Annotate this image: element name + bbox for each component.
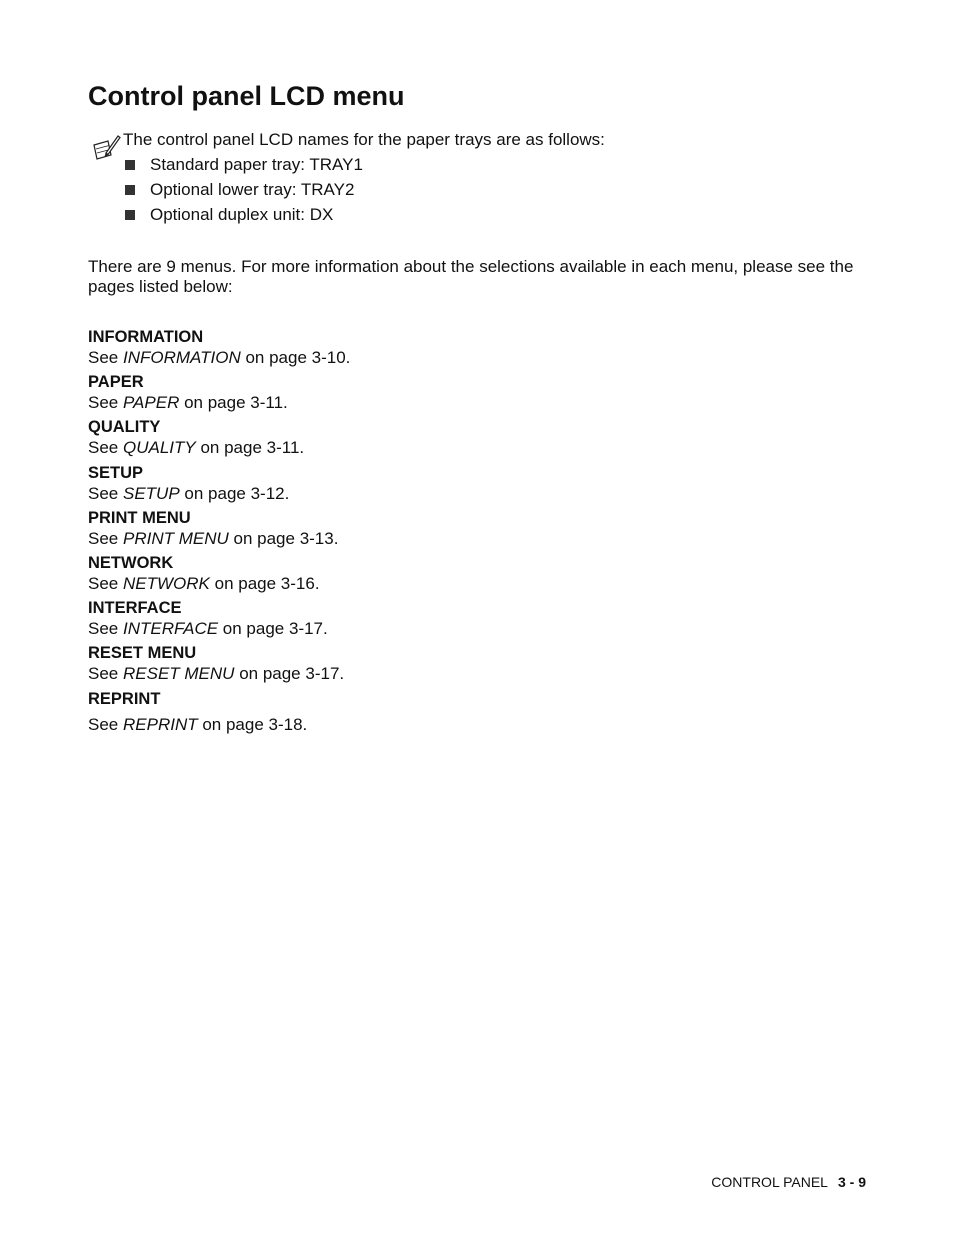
menu-heading: PRINT MENU	[88, 508, 191, 527]
menu-page-reference	[88, 714, 307, 735]
menu-list	[88, 327, 868, 734]
menu-entry-network	[88, 553, 868, 598]
menu-page-reference	[88, 663, 344, 684]
menu-heading: INTERFACE	[88, 599, 182, 618]
page-number: 3-12.	[250, 483, 290, 503]
menu-entry-reset-menu	[88, 643, 868, 688]
menu-entry-paper	[88, 372, 868, 417]
on-page-word: on page	[222, 619, 285, 639]
page-number: 3-16.	[280, 573, 320, 593]
menu-heading: RESET MENU	[88, 644, 197, 663]
page-title: Control panel LCD menu	[88, 81, 405, 111]
footer-page-number: 3 - 9	[837, 1174, 866, 1190]
menu-heading: QUALITY	[88, 418, 161, 437]
on-page-word: on page	[184, 393, 246, 413]
page-number: 3-11.	[250, 393, 288, 413]
paper-tray-list	[125, 154, 363, 229]
see-word: See	[88, 664, 119, 684]
list-item-text: Optional duplex unit: DX	[150, 205, 334, 224]
see-word: See	[88, 619, 119, 639]
see-word: See	[88, 438, 119, 458]
list-item	[125, 154, 363, 179]
menu-link[interactable]: REPRINT	[122, 714, 198, 734]
menu-page-reference	[88, 483, 289, 504]
see-word: See	[88, 483, 119, 503]
menu-page-reference	[88, 392, 288, 413]
menu-link[interactable]: SETUP	[122, 483, 180, 503]
menu-page-reference	[88, 347, 350, 368]
menu-link[interactable]: PRINT MENU	[122, 528, 229, 548]
see-word: See	[88, 393, 119, 413]
see-word: See	[88, 714, 119, 734]
menu-heading: INFORMATION	[88, 328, 204, 346]
list-item	[125, 204, 363, 229]
menu-heading: PAPER	[88, 373, 144, 392]
menu-page-reference	[88, 437, 304, 458]
page-number: 3-18.	[268, 714, 308, 734]
menu-link[interactable]: INFORMATION	[122, 348, 241, 367]
menu-link[interactable]: QUALITY	[122, 438, 196, 458]
see-word: See	[88, 573, 119, 593]
on-page-word: on page	[200, 438, 262, 458]
menu-entry-setup	[88, 463, 868, 508]
page-number: 3-10.	[311, 348, 351, 367]
menu-entry-print-menu	[88, 508, 868, 553]
on-page-word: on page	[202, 714, 264, 734]
square-bullet-icon	[125, 210, 135, 220]
on-page-word: on page	[233, 528, 295, 548]
menu-link[interactable]: INTERFACE	[122, 619, 219, 639]
menu-entry-reprint	[88, 689, 868, 734]
list-item	[125, 179, 363, 204]
menu-page-reference	[88, 528, 338, 549]
list-item-text: Optional lower tray: TRAY2	[150, 180, 355, 199]
note-intro-text: The control panel LCD names for the paper trays are as follows:	[123, 130, 605, 149]
page-number: 3-17.	[288, 619, 328, 639]
footer-section: CONTROL PANEL	[711, 1174, 828, 1190]
page-number: 3-13.	[299, 528, 339, 548]
page-number: 3-17.	[305, 664, 345, 684]
square-bullet-icon	[125, 160, 135, 170]
on-page-word: on page	[239, 664, 301, 684]
menu-heading: REPRINT	[88, 689, 161, 708]
page-footer	[711, 1173, 866, 1191]
menu-heading: NETWORK	[88, 553, 174, 572]
page-number: 3-11.	[266, 438, 305, 458]
intro-paragraph: There are 9 menus. For more information about the selections available in each menu, please see the pages listed below:	[88, 257, 854, 296]
menu-entry-information	[88, 327, 868, 372]
menu-link[interactable]: NETWORK	[122, 573, 210, 593]
menu-link[interactable]: PAPER	[122, 393, 180, 413]
menu-page-reference	[88, 573, 320, 594]
square-bullet-icon	[125, 185, 135, 195]
on-page-word: on page	[184, 483, 246, 503]
menu-link[interactable]: RESET MENU	[122, 664, 235, 684]
on-page-word: on page	[214, 573, 277, 593]
note-pencil-icon	[90, 133, 122, 165]
menu-entry-interface	[88, 598, 868, 643]
see-word: See	[88, 528, 119, 548]
see-word: See	[88, 348, 119, 367]
menu-heading: SETUP	[88, 463, 144, 482]
on-page-word: on page	[245, 348, 307, 367]
list-item-text: Standard paper tray: TRAY1	[150, 155, 363, 174]
menu-entry-quality	[88, 417, 868, 462]
menu-page-reference	[88, 618, 328, 639]
